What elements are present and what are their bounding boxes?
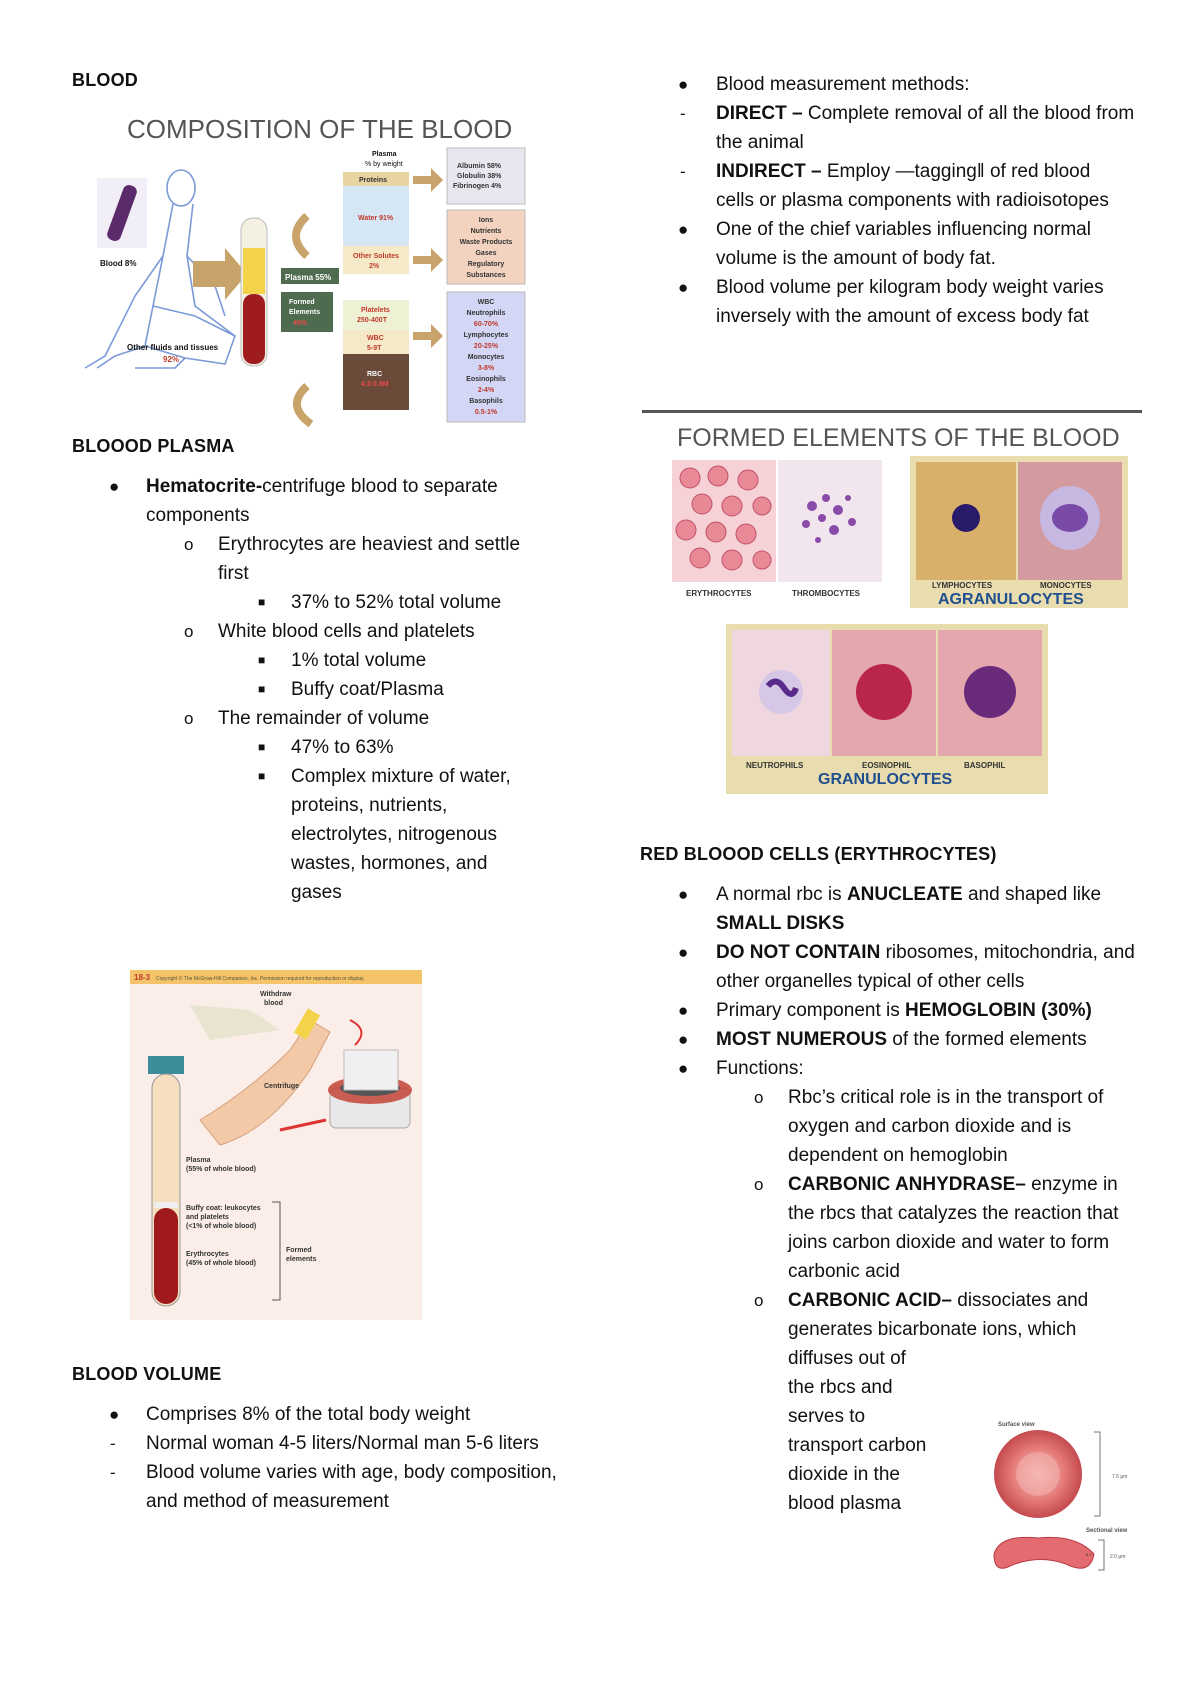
basophil-cell xyxy=(964,666,1016,718)
svg-text:Withdraw: Withdraw xyxy=(260,991,292,998)
figure-list-label: 0.5-1% xyxy=(474,409,498,416)
svg-text:7.5 μm: 7.5 μm xyxy=(1112,1474,1128,1480)
bullet-icon: ● xyxy=(109,477,120,496)
figure-list-label: 60-70% xyxy=(473,321,499,328)
svg-text:Fibrinogen 4%: Fibrinogen 4% xyxy=(453,183,502,190)
svg-text:ERYTHROCYTES: ERYTHROCYTES xyxy=(686,589,752,598)
figure-list-label: Neutrophils xyxy=(466,310,506,317)
tube-cap xyxy=(148,1056,184,1074)
remainder-pct-item: ■ 47% to 63% xyxy=(72,733,572,762)
volume-item-3: - Blood volume varies with age, body composition, and method of measurement xyxy=(72,1458,572,1516)
svg-text:Water 91%: Water 91% xyxy=(358,215,394,222)
svg-text:Plasma: Plasma xyxy=(372,151,397,158)
figure-list-label: WBC xyxy=(477,299,495,306)
svg-text:5-9T: 5-9T xyxy=(367,345,382,352)
measurement-section xyxy=(640,70,1145,331)
svg-text:Proteins: Proteins xyxy=(359,177,388,184)
left-column xyxy=(72,70,572,91)
centrifuge-figure xyxy=(130,970,422,1320)
svg-text:Formed: Formed xyxy=(286,1247,312,1254)
svg-text:2.0 μm: 2.0 μm xyxy=(1110,1554,1126,1560)
svg-text:Plasma: Plasma xyxy=(186,1157,211,1164)
composition-title: COMPOSITION OF THE BLOOD xyxy=(127,114,513,144)
svg-text:Globulin 38%: Globulin 38% xyxy=(457,173,502,180)
figure-list-label: 3-8% xyxy=(477,365,495,372)
svg-text:Buffy coat: leukocytes: Buffy coat: leukocytes xyxy=(186,1205,261,1212)
figure-list-label: 2-4% xyxy=(477,387,495,394)
other-fluids-label: Other fluids and tissues xyxy=(127,343,219,352)
plasma-section xyxy=(72,436,572,907)
figure-list-label: Monocytes xyxy=(467,354,505,361)
svg-text:BASOPHIL: BASOPHIL xyxy=(964,761,1006,770)
svg-text:LYMPHOCYTES: LYMPHOCYTES xyxy=(932,581,993,590)
svg-text:Albumin 58%: Albumin 58% xyxy=(457,163,501,170)
svg-text:Platelets: Platelets xyxy=(361,307,390,314)
plasma-heading: BLOOOD PLASMA xyxy=(72,436,235,456)
svg-text:RBC: RBC xyxy=(367,371,383,378)
square-bullet-icon: ■ xyxy=(258,653,266,667)
svg-text:2%: 2% xyxy=(369,263,380,270)
figure-list-label: Substances xyxy=(466,272,506,279)
svg-text:Sectional view: Sectional view xyxy=(1086,1528,1128,1534)
thrombocytes-image xyxy=(778,460,882,582)
svg-text:MONOCYTES: MONOCYTES xyxy=(1040,581,1092,590)
blood-8-label: Blood 8% xyxy=(100,259,137,268)
square-bullet-icon: ■ xyxy=(258,595,266,609)
svg-text:4.2-5.8M: 4.2-5.8M xyxy=(361,381,389,388)
composition-of-blood-figure xyxy=(75,106,575,468)
functions-item: ● Functions: xyxy=(640,1054,1145,1083)
figure-list-label: Lymphocytes xyxy=(463,332,509,339)
dash-icon: - xyxy=(680,162,686,181)
bullet-icon: ● xyxy=(678,1059,689,1078)
volume-heading: BLOOD VOLUME xyxy=(72,1364,222,1384)
square-bullet-icon: ■ xyxy=(258,740,266,754)
bullet-icon: ● xyxy=(678,278,689,297)
svg-text:Centrifuge: Centrifuge xyxy=(264,1083,299,1090)
svg-text:250-400T: 250-400T xyxy=(357,317,387,324)
figure-list-label: Ions xyxy=(478,217,494,224)
bullet-icon: ● xyxy=(678,75,689,94)
svg-text:NEUTROPHILS: NEUTROPHILS xyxy=(746,761,804,770)
circle-bullet-icon: o xyxy=(184,535,194,554)
function-transport: o Rbc’s critical role is in the transport of oxygen and carbon dioxide and is dependent on hemoglobin xyxy=(640,1083,1145,1170)
svg-text:(45% of whole blood): (45% of whole blood) xyxy=(186,1260,256,1267)
svg-text:THROMBOCYTES: THROMBOCYTES xyxy=(792,589,860,598)
function-carbonic-acid: o CARBONIC ACID– dissociates and generates bicarbonate ions, which diffuses out of the rbcs and serves to transport carbon dioxide in the blood plasma xyxy=(640,1286,1145,1518)
volume-item-1: ● Comprises 8% of the total body weight xyxy=(72,1400,572,1429)
wbc-item: o White blood cells and platelets xyxy=(72,617,572,646)
circle-bullet-icon: o xyxy=(184,622,194,641)
remainder-item: o The remainder of volume xyxy=(72,704,572,733)
svg-text:and platelets: and platelets xyxy=(186,1214,229,1221)
volume-item-2: - Normal woman 4-5 liters/Normal man 5-6 liters xyxy=(72,1429,572,1458)
rbc-heading: RED BLOOOD CELLS (ERYTHROCYTES) xyxy=(640,844,997,864)
svg-text:8.0: 8.0 xyxy=(1086,1552,1092,1557)
svg-text:WBC: WBC xyxy=(367,335,384,342)
svg-text:GRANULOCYTES: GRANULOCYTES xyxy=(818,771,953,788)
square-bullet-icon: ■ xyxy=(258,682,266,696)
svg-text:Erythrocytes: Erythrocytes xyxy=(186,1251,229,1258)
rbc-sectional-view xyxy=(994,1537,1094,1568)
svg-text:AGRANULOCYTES: AGRANULOCYTES xyxy=(938,591,1084,608)
bullet-icon: ● xyxy=(678,1030,689,1049)
erythrocytes-item: o Erythrocytes are heaviest and settle first xyxy=(72,530,572,588)
circle-bullet-icon: o xyxy=(184,709,194,728)
figure-list-label: Basophils xyxy=(469,398,503,405)
figure-list-label: Regulatory xyxy=(467,261,505,268)
svg-text:Other Solutes: Other Solutes xyxy=(353,253,399,260)
figure-list-label: Waste Products xyxy=(459,239,513,246)
dash-icon: - xyxy=(110,1463,116,1482)
inverse-item: ● Blood volume per kilogram body weight varies inversely with the amount of excess body fat xyxy=(640,273,1145,331)
square-bullet-icon: ■ xyxy=(258,769,266,783)
svg-text:% by weight: % by weight xyxy=(365,161,403,168)
buffy-item: ■ Buffy coat/Plasma xyxy=(72,675,572,704)
circle-bullet-icon: o xyxy=(754,1291,764,1310)
hematocrite-item: ● Hematocrite-centrifuge blood to separate components xyxy=(72,472,572,530)
eosinophil-cell xyxy=(856,664,912,720)
bullet-icon: ● xyxy=(678,220,689,239)
indirect-item: - INDIRECT – Employ ―tagging‖ of red blood cells or plasma components with radioisotopes xyxy=(640,157,1145,215)
figure-list-label: Nutrients xyxy=(470,228,502,235)
figure-list-label: Gases xyxy=(475,250,497,257)
dash-icon: - xyxy=(680,104,686,123)
svg-text:Formed: Formed xyxy=(289,299,315,306)
dash-icon: - xyxy=(110,1434,116,1453)
variables-item: ● One of the chief variables influencing normal volume is the amount of body fat. xyxy=(640,215,1145,273)
figure-list-label: 20-25% xyxy=(473,343,499,350)
complex-mixture-item: ■ Complex mixture of water, proteins, nutrients, electrolytes, nitrogenous wastes, hormones, and gases xyxy=(72,762,572,907)
svg-text:elements: elements xyxy=(286,1256,317,1263)
svg-text:Copyright © The McGraw-Hill Co: Copyright © The McGraw-Hill Companies, Inc. Permission required for reproduction or display. xyxy=(156,976,365,982)
bullet-icon: ● xyxy=(678,1001,689,1020)
organelles-item: ● DO NOT CONTAIN ribosomes, mitochondria, and other organelles typical of other cells xyxy=(640,938,1145,996)
bullet-icon: ● xyxy=(678,943,689,962)
svg-text:Surface view: Surface view xyxy=(998,1422,1035,1428)
svg-text:(55% of whole blood): (55% of whole blood) xyxy=(186,1166,256,1173)
measure-intro: ● Blood measurement methods: xyxy=(640,70,1145,99)
direct-item: - DIRECT – Complete removal of all the blood from the animal xyxy=(640,99,1145,157)
hemoglobin-item: ● Primary component is HEMOGLOBIN (30%) xyxy=(640,996,1145,1025)
circle-bullet-icon: o xyxy=(754,1088,764,1107)
bullet-icon: ● xyxy=(678,885,689,904)
lymphocyte-cell xyxy=(952,504,980,532)
figure-list-label: Eosinophils xyxy=(466,376,506,383)
platelets-box xyxy=(343,300,409,330)
svg-text:blood: blood xyxy=(264,1000,284,1007)
volume-section xyxy=(72,1364,572,1516)
formed-elements-figure xyxy=(642,406,1142,798)
svg-text:(<1% of whole blood): (<1% of whole blood) xyxy=(186,1223,257,1230)
wbc-pct-item: ■ 1% total volume xyxy=(72,646,572,675)
formed-elements-title: FORMED ELEMENTS OF THE BLOOD xyxy=(677,424,1120,452)
anucleate-item: ● A normal rbc is ANUCLEATE and shaped like SMALL DISKS xyxy=(640,880,1145,938)
svg-text:Plasma 55%: Plasma 55% xyxy=(285,273,332,282)
ery-pct-item: ■ 37% to 52% total volume xyxy=(72,588,572,617)
numerous-item: ● MOST NUMEROUS of the formed elements xyxy=(640,1025,1145,1054)
svg-text:45%: 45% xyxy=(293,320,308,327)
svg-text:EOSINOPHIL: EOSINOPHIL xyxy=(862,761,912,770)
svg-text:18-3: 18-3 xyxy=(134,973,151,982)
bullet-icon: ● xyxy=(109,1405,120,1424)
other-fluids-pct: 92% xyxy=(163,355,180,364)
blood-heading: BLOOD xyxy=(72,70,138,90)
circle-bullet-icon: o xyxy=(754,1175,764,1194)
function-anhydrase: o CARBONIC ANHYDRASE– enzyme in the rbcs that catalyzes the reaction that joins carbon dioxide and water to form carbonic acid xyxy=(640,1170,1145,1286)
rbc-disc-figure xyxy=(990,1414,1140,1580)
wbc-types-list xyxy=(464,299,509,416)
svg-text:Elements: Elements xyxy=(289,309,321,316)
